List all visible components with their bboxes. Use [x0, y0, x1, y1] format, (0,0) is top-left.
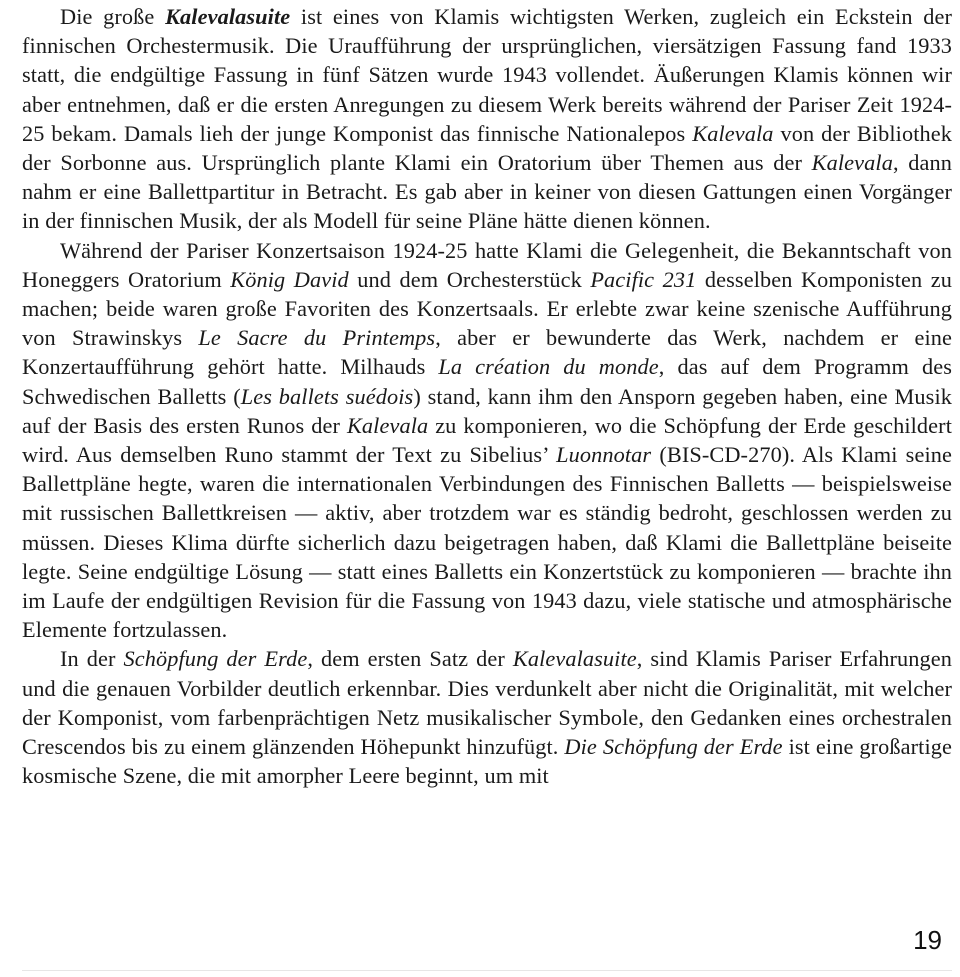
- bold-italic-title: Kalevalasuite: [165, 4, 291, 29]
- italic-title: Kalevala: [811, 150, 893, 176]
- paragraph-1: [22, 2, 952, 236]
- italic-title: Kalevala: [692, 120, 774, 146]
- text-run: ) stand, kann ihm den Ansporn gegeben haben, eine Musik auf der Basis des ersten Runos der: [22, 383, 952, 438]
- text-run: (BIS-CD-270). Als Klami seine Ballettpläne hegte, waren die internationalen Verbindungen des Finnischen Balletts — beispielsweise mit russischen Ballettkreisen — aktiv, aber trotzdem war es ständig bedroht, geschlossen werden zu müssen. Dieses Klima dürfte sicherlich dazu beigetragen haben, daß Klami die Ballettpläne beiseite legte. Seine endgültige Lösung — statt eines Balletts ein Konzertstück zu komponieren — brachte ihn im Laufe der endgültigen Revision für die Fassung von 1943 dazu, viele statische und atmosphärische Elemente fortzulassen.: [22, 442, 952, 643]
- italic-title: Le Sacre du Printemps: [198, 325, 436, 351]
- text-run: ist eines von Klamis wichtigsten Werken, zugleich ein Eckstein der finnischen Orchestermusik. Die Uraufführung der ursprünglichen, viersätzigen Fassung fand 1933 statt, die endgültige Fassung in fünf Sätzen wurde 1943 vollendet. Äußerungen Klamis können wir aber entnehmen, daß er die ersten Anregungen zu diesem Werk bereits während der Pariser Zeit 1924-25 bekam. Damals lieh der junge Komponist das finnische Nationalepos: [22, 4, 952, 146]
- body-text: [22, 2, 952, 790]
- italic-title: Pacific 231: [590, 266, 697, 292]
- page-number: 19: [913, 925, 942, 955]
- text-run: ist eine großartige kosmische Szene, die mit amorpher Leere beginnt, um mit: [22, 734, 952, 789]
- paragraph-3: [22, 644, 952, 790]
- bottom-rule: [22, 970, 952, 971]
- text-run: und dem Orchesterstück: [348, 266, 591, 292]
- paragraph-2: [22, 236, 952, 645]
- text-run: Die große: [60, 4, 166, 29]
- italic-title: Kalevalasuite: [512, 646, 637, 672]
- text-run: zu komponieren, wo die Schöpfung der Erde geschildert wird. Aus demselben Runo stammt der Text zu Sibelius’: [22, 412, 952, 468]
- text-run: Während der Pariser Konzertsaison 1924-25 hatte Klami die Gelegenheit, die Bekanntschaft von Honeggers Oratorium: [22, 237, 952, 292]
- text-run: , das auf dem Programm des Schwedischen Balletts (: [22, 354, 952, 409]
- italic-title: Kalevala: [346, 412, 429, 438]
- italic-title: Die Schöpfung der Erde: [564, 734, 783, 760]
- document-page: [22, 2, 952, 977]
- italic-title: La création du monde: [438, 354, 659, 380]
- text-run: In der: [60, 646, 124, 672]
- text-run: desselben Komponisten zu machen; beide waren große Favoriten des Konzertsaals. Er erlebte zwar keine szenische Aufführung von Strawinskys: [22, 266, 952, 351]
- italic-title: Les ballets suédois: [240, 383, 414, 409]
- italic-title: Luonnotar: [556, 442, 652, 468]
- text-run: , dann nahm er eine Ballettpartitur in Betracht. Es gab aber in keiner von diesen Gattungen einen Vorgänger in der finnischen Musik, der als Modell für seine Pläne hätte dienen können.: [22, 150, 952, 234]
- text-run: , dem ersten Satz der: [307, 646, 513, 672]
- italic-title: König David: [230, 266, 349, 292]
- text-run: , aber er bewunderte das Werk, nachdem er eine Konzertaufführung gehört hatte. Milhauds: [22, 325, 952, 380]
- italic-title: Schöpfung der Erde: [123, 646, 308, 672]
- text-run: , sind Klamis Pariser Erfahrungen und die genauen Vorbilder deutlich erkennbar. Dies verdunkelt aber nicht die Originalität, mit welcher der Komponist, vom farbenprächtigen Netz musikalischer Symbole, den Gedanken eines orchestralen Crescendos bis zu einem glänzenden Höhepunkt hinzufügt.: [22, 646, 952, 760]
- text-run: von der Bibliothek der Sorbonne aus. Ursprünglich plante Klami ein Oratorium über Themen aus der: [22, 120, 953, 176]
